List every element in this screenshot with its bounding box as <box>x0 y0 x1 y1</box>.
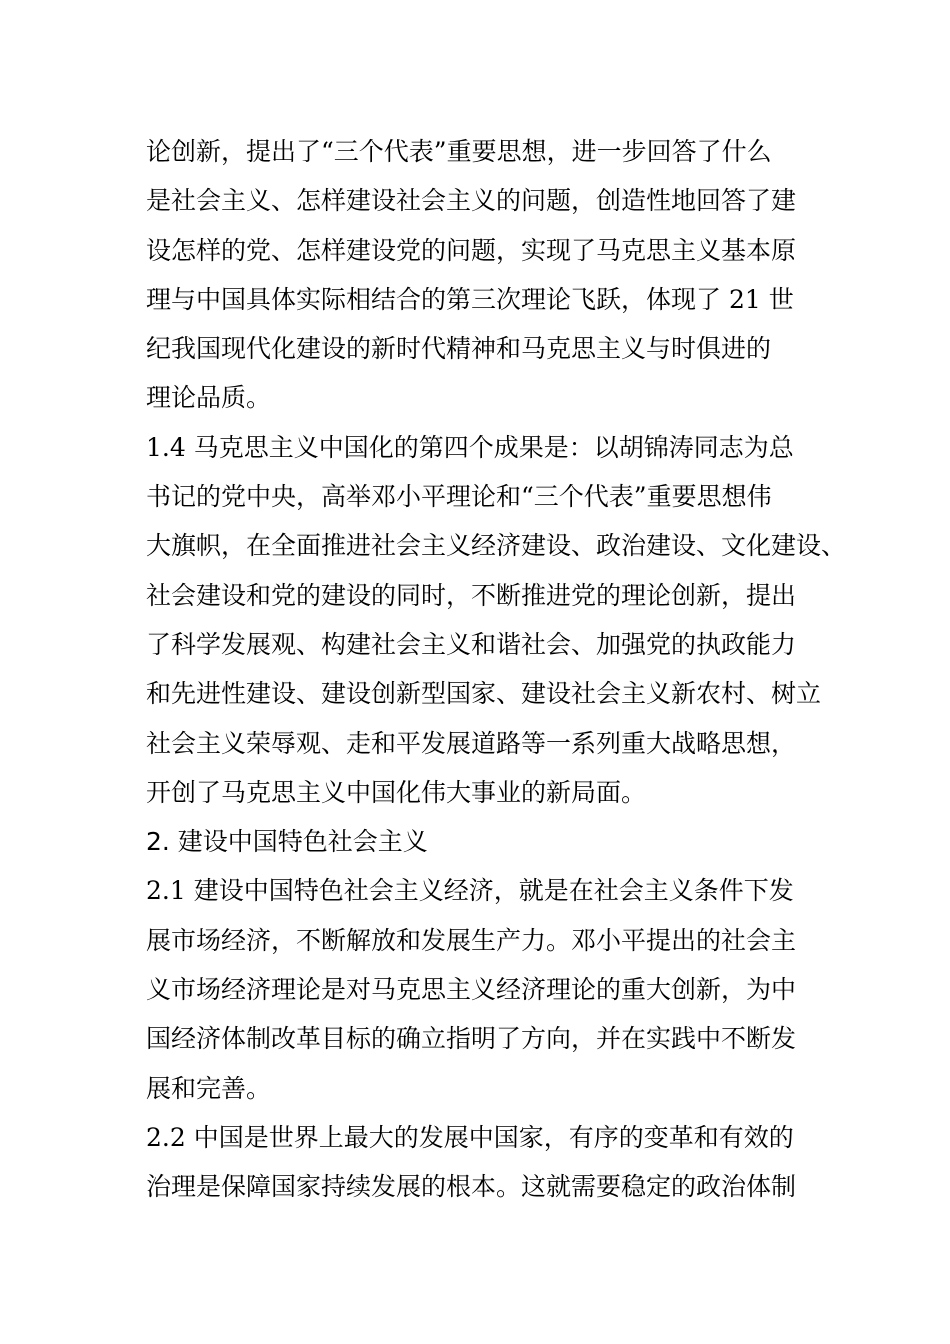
text-line: 理与中国具体实际相结合的第三次理论飞跃，体现了 21 世 <box>146 284 794 314</box>
text-line: 展和完善。 <box>146 1073 272 1103</box>
text-line: 1.4 马克思主义中国化的第四个成果是：以胡锦涛同志为总 <box>146 432 794 462</box>
text-line: 治理是保障国家持续发展的根本。这就需要稳定的政治体制 <box>146 1172 797 1202</box>
text-line: 开创了马克思主义中国化伟大事业的新局面。 <box>146 777 647 807</box>
document-body <box>146 127 847 1212</box>
text-line: 和先进性建设、建设创新型国家、建设社会主义新农村、树立 <box>146 679 822 709</box>
text-line: 是社会主义、怎样建设社会主义的问题，创造性地回答了建 <box>146 186 797 216</box>
text-line: 纪我国现代化建设的新时代精神和马克思主义与时俱进的 <box>146 334 772 364</box>
text-line: 设怎样的党、怎样建设党的问题，实现了马克思主义基本原 <box>146 235 797 265</box>
text-line: 展市场经济，不断解放和发展生产力。邓小平提出的社会主 <box>146 925 797 955</box>
text-line: 大旗帜，在全面推进社会主义经济建设、政治建设、文化建设、 <box>146 531 847 561</box>
text-line: 了科学发展观、构建社会主义和谐社会、加强党的执政能力 <box>146 629 797 659</box>
text-line: 义市场经济理论是对马克思主义经济理论的重大创新，为中 <box>146 975 797 1005</box>
text-line: 国经济体制改革目标的确立指明了方向，并在实践中不断发 <box>146 1024 797 1054</box>
text-line: 2.1 建设中国特色社会主义经济，就是在社会主义条件下发 <box>146 876 794 906</box>
text-line: 书记的党中央，高举邓小平理论和“三个代表”重要思想伟 <box>146 482 772 512</box>
text-line: 理论品质。 <box>146 383 272 413</box>
section-heading: 2. 建设中国特色社会主义 <box>146 827 428 857</box>
text-line: 论创新，提出了“三个代表”重要思想，进一步回答了什么 <box>146 137 772 166</box>
text-line: 2.2 中国是世界上最大的发展中国家，有序的变革和有效的 <box>146 1122 794 1152</box>
text-line: 社会建设和党的建设的同时，不断推进党的理论创新，提出 <box>146 580 797 610</box>
text-line: 社会主义荣辱观、走和平发展道路等一系列重大战略思想， <box>146 728 797 758</box>
